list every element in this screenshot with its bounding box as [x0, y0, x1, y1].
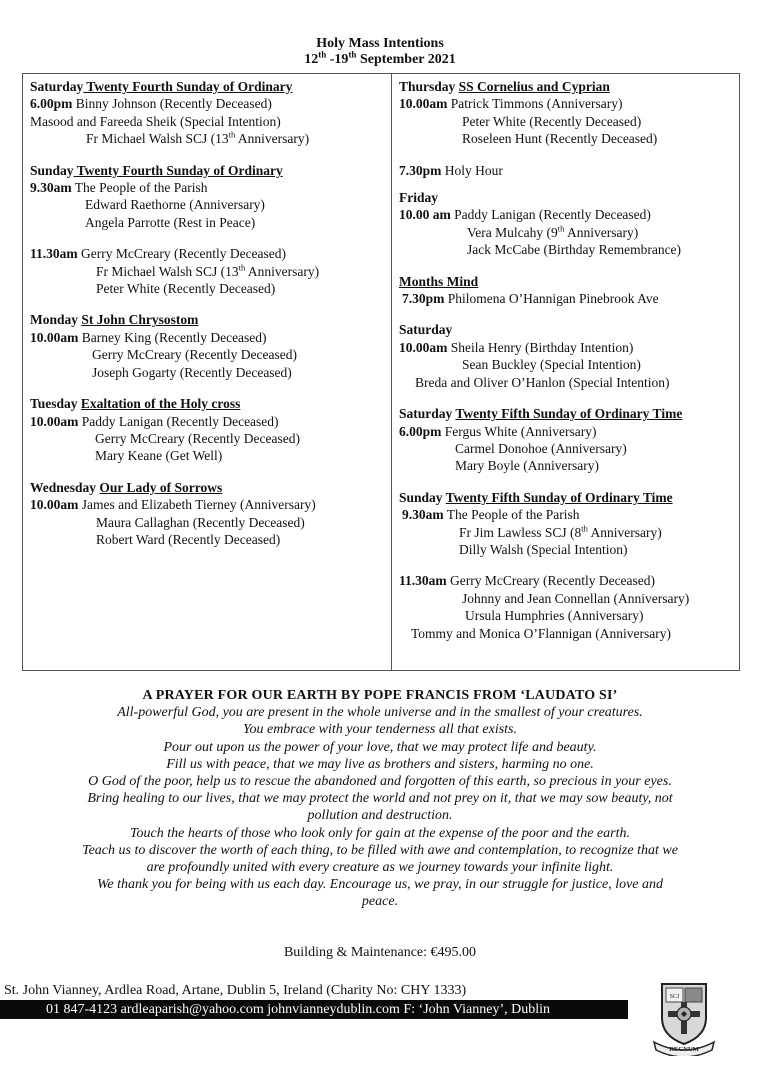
date-range: 12th -19th September 2021 — [304, 49, 456, 67]
contact-bar: 01 847-4123 ardleaparish@yahoo.com johnvianneydublin.com F: ‘John Vianney’, Dublin — [0, 1000, 628, 1019]
parish-crest-icon — [648, 978, 720, 1056]
prayer-line: Fill us with peace, that we may live as brothers and sisters, harming no one. — [166, 756, 594, 772]
months-mind-section: Months Mind 7.30pm Philomena O’Hannigan Pinebrook Ave — [399, 273, 659, 307]
friday-section: Friday 10.00 am Paddy Lanigan (Recently Deceased) Vera Mulcahy (9th Anniversary) Jack McCabe (Birthday Remembrance) — [399, 190, 682, 258]
prayer-line: All-powerful God, you are present in the whole universe and in the smallest of your creatures. — [117, 705, 643, 721]
right-column — [399, 78, 737, 656]
prayer-line: Touch the hearts of those who look only for gain at the expense of the poor and the earth. — [130, 825, 630, 841]
prayer-line: are profoundly united with every creature as we journey towards your infinite light. — [146, 860, 614, 876]
prayer-line: O God of the poor, help us to rescue the abandoned and forgotten of this earth, so precious in your eyes. — [88, 774, 672, 790]
parish-address: St. John Vianney, Ardlea Road, Artane, Dublin 5, Ireland (Charity No: CHY 1333) — [4, 983, 467, 998]
saturday-vigil-section: Saturday Twenty Fifth Sunday of Ordinary Time 6.00pm Fergus White (Anniversary) Carmel Donohoe (Anniversary) Mary Boyle (Anniversary) — [399, 406, 683, 474]
svg-text:SCJ: SCJ — [669, 994, 680, 1000]
prayer-line: peace. — [361, 894, 399, 910]
saturday-right-section: Saturday 10.00am Sheila Henry (Birthday Intention) Sean Buckley (Special Intention) Breda and Oliver O’Hanlon (Special Intention) — [399, 322, 670, 390]
prayer-line: We thank you for being with us each day. Encourage us, we pray, in our struggle for justice, love and — [96, 877, 664, 893]
prayer-line: Pour out upon us the power of your love, that we may protect life and beauty. — [163, 739, 597, 755]
svg-text:REGNUM: REGNUM — [669, 1046, 699, 1053]
saturday-section: Saturday Twenty Fourth Sunday of Ordinary 6.00pm Binny Johnson (Recently Deceased) Masood and Fareeda Sheik (Special Intention) Fr Michael Walsh SCJ (13th Anniversary) — [30, 79, 310, 147]
thursday-section: Thursday SS Cornelius and Cyprian 10.00am Patrick Timmons (Anniversary) Peter White (Recently Deceased) Roseleen Hunt (Recently Deceased) — [399, 79, 658, 147]
prayer-line: You embrace with your tenderness all that exists. — [242, 722, 518, 738]
tuesday-section: Tuesday Exaltation of the Holy cross 10.00am Paddy Lanigan (Recently Deceased) Gerry McCreary (Recently Deceased) Mary Keane (Get Well) — [30, 396, 301, 464]
monday-section: Monday St John Chrysostom 10.00am Barney King (Recently Deceased) Gerry McCreary (Recently Deceased) Joseph Gogarty (Recently Deceased) — [30, 312, 298, 380]
left-column — [30, 78, 388, 562]
prayer-line: Teach us to discover the worth of each thing, to be filled with awe and contemplation, to recognize that we — [82, 842, 678, 858]
column-divider — [391, 74, 392, 670]
sunday-section: Sunday Twenty Fourth Sunday of Ordinary 9.30am The People of the Parish Edward Raethorne (Anniversary) Angela Parrotte (Rest in Peace) 11.30am Gerry McCreary (Recently Deceased) Fr Michael Walsh SCJ (13th Anniversary) Peter White (Recently Deceased) — [30, 162, 320, 297]
page-title: Holy Mass Intentions — [316, 36, 444, 51]
prayer-line: Bring healing to our lives, that we may protect the world and not prey on it, that we may sow beauty, not — [87, 791, 673, 807]
bulletin-header — [0, 36, 760, 68]
holy-hour-section: 7.30pm Holy Hour — [399, 162, 503, 178]
prayer-line: pollution and destruction. — [307, 808, 453, 824]
wednesday-section: Wednesday Our Lady of Sorrows 10.00am James and Elizabeth Tierney (Anniversary) Maura Callaghan (Recently Deceased) Robert Ward (Recently Deceased) — [30, 479, 316, 547]
prayer-section — [0, 687, 760, 911]
building-maintenance-total: Building & Maintenance: €495.00 — [283, 945, 477, 960]
prayer-title: A PRAYER FOR OUR EARTH BY POPE FRANCIS FROM ‘LAUDATO SI’ — [142, 688, 618, 703]
mass-intentions-table — [22, 73, 740, 671]
sunday-right-section: Sunday Twenty Fifth Sunday of Ordinary Time 9.30am The People of the Parish Fr Jim Lawless SCJ (8th Anniversary) Dilly Walsh (Special Intention) 11.30am Gerry McCreary (Recently Deceased) Johnny and Jean Connellan (Anniversary) Ursula Humphries (Anniversary) Tommy and Monica O’Flannigan (Anniversary) — [399, 489, 690, 641]
